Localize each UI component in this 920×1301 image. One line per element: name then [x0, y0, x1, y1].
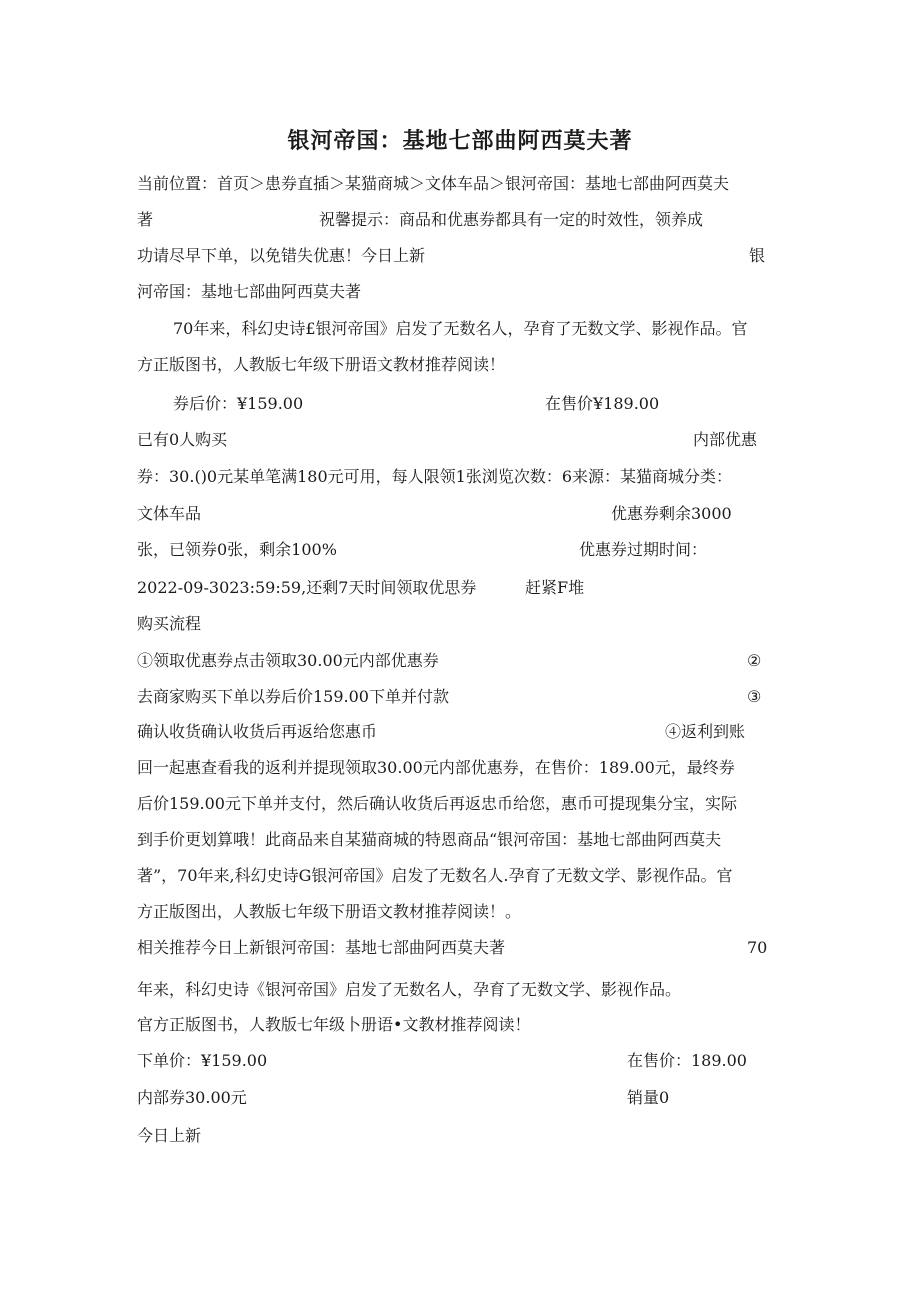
- text-line: 已有0人购买: [137, 430, 228, 449]
- text-line: ③: [747, 687, 762, 706]
- text-line: 后价159.00元下单并支付，然后确认收货后再返忠币给您，惠币可提现集分宝，实际: [137, 794, 737, 813]
- text-line: 70: [747, 938, 768, 957]
- text-line: 今日上新: [137, 1126, 202, 1145]
- text-line: 著: [137, 210, 154, 229]
- text-line: 在售价：189.00: [627, 1051, 747, 1070]
- text-line: 张，已领券0张，剩余100%: [137, 540, 337, 559]
- text-line: 祝馨提示：商品和优惠券都具有一定的时效性，领养成: [319, 210, 704, 229]
- text-line: 销量0: [627, 1088, 670, 1107]
- text-line: 银: [749, 246, 766, 265]
- text-line: 优惠券过期时间：: [579, 540, 708, 559]
- text-line: 2022-09-3023:59:59,还剩7天时间领取优思券: [137, 578, 477, 597]
- text-line: 内部优惠: [693, 430, 758, 449]
- text-line: 著”，70年来,科幻史诗G银河帝国》启发了无数名人.孕育了无数文学、影视作品。官: [137, 866, 733, 885]
- text-line: 70年来，科幻史诗£银河帝国》启发了无数名人，孕育了无数文学、影视作品。官: [173, 319, 748, 338]
- text-line: 券：30.()0元某单笔满180元可用，每人限领1张浏览次数：6来源：某猫商城分类：: [137, 467, 733, 486]
- text-line: 优惠券剩余3000: [611, 504, 732, 523]
- text-line: 去商家购买下单以券后价159.00下单并付款: [137, 687, 449, 706]
- text-line: 年来，科幻史诗《银河帝国》启发了无数名人，孕育了无数文学、影视作品。: [137, 980, 682, 999]
- text-line: 购买流程: [137, 614, 202, 633]
- text-line: 到手价更划算哦！此商品来自某猫商城的特恩商品“银河帝国：基地七部曲阿西莫夫: [137, 830, 722, 849]
- text-line: ④返利到账: [665, 722, 746, 741]
- text-line: 河帝国：基地七部曲阿西莫夫著: [137, 282, 362, 301]
- text-line: 方正版图书，人教版七年级下册语文教材推荐阅读！: [137, 355, 506, 374]
- text-line: 券后价：¥159.00: [173, 394, 304, 413]
- text-line: ②: [747, 651, 762, 670]
- text-line: 官方正版图书，人教版七年级卜册语•文教材推荐阅读！: [137, 1015, 531, 1034]
- text-line: 下单价：¥159.00: [137, 1051, 268, 1070]
- text-line: 功请尽早下单，以免错失优惠！今日上新: [137, 246, 426, 265]
- text-line: 文体车品: [137, 504, 202, 523]
- text-line: 在售价¥189.00: [545, 394, 660, 413]
- text-line: 相关推荐今日上新银河帝国：基地七部曲阿西莫夫著: [137, 938, 506, 957]
- text-line: 当前位置：首页＞患券直插＞某猫商城＞文体车品＞银河帝国：基地七部曲阿西莫夫: [137, 174, 730, 193]
- text-line: 回一起惠查看我的返利并提现领取30.00元内部优惠券，在售价：189.00元，最终券: [137, 758, 735, 777]
- document-title: 银河帝国：基地七部曲阿西莫夫著: [287, 129, 633, 154]
- text-line: 内部券30.00元: [137, 1088, 247, 1107]
- text-line: 赶紧F堆: [525, 578, 585, 597]
- text-line: 确认收货确认收货后再返给您惠币: [137, 722, 378, 741]
- text-line: 方正版图出，人教版七年级下册语文教材推荐阅读！。: [137, 902, 522, 921]
- text-line: ①领取优惠券点击领取30.00元内部优惠券: [137, 651, 439, 670]
